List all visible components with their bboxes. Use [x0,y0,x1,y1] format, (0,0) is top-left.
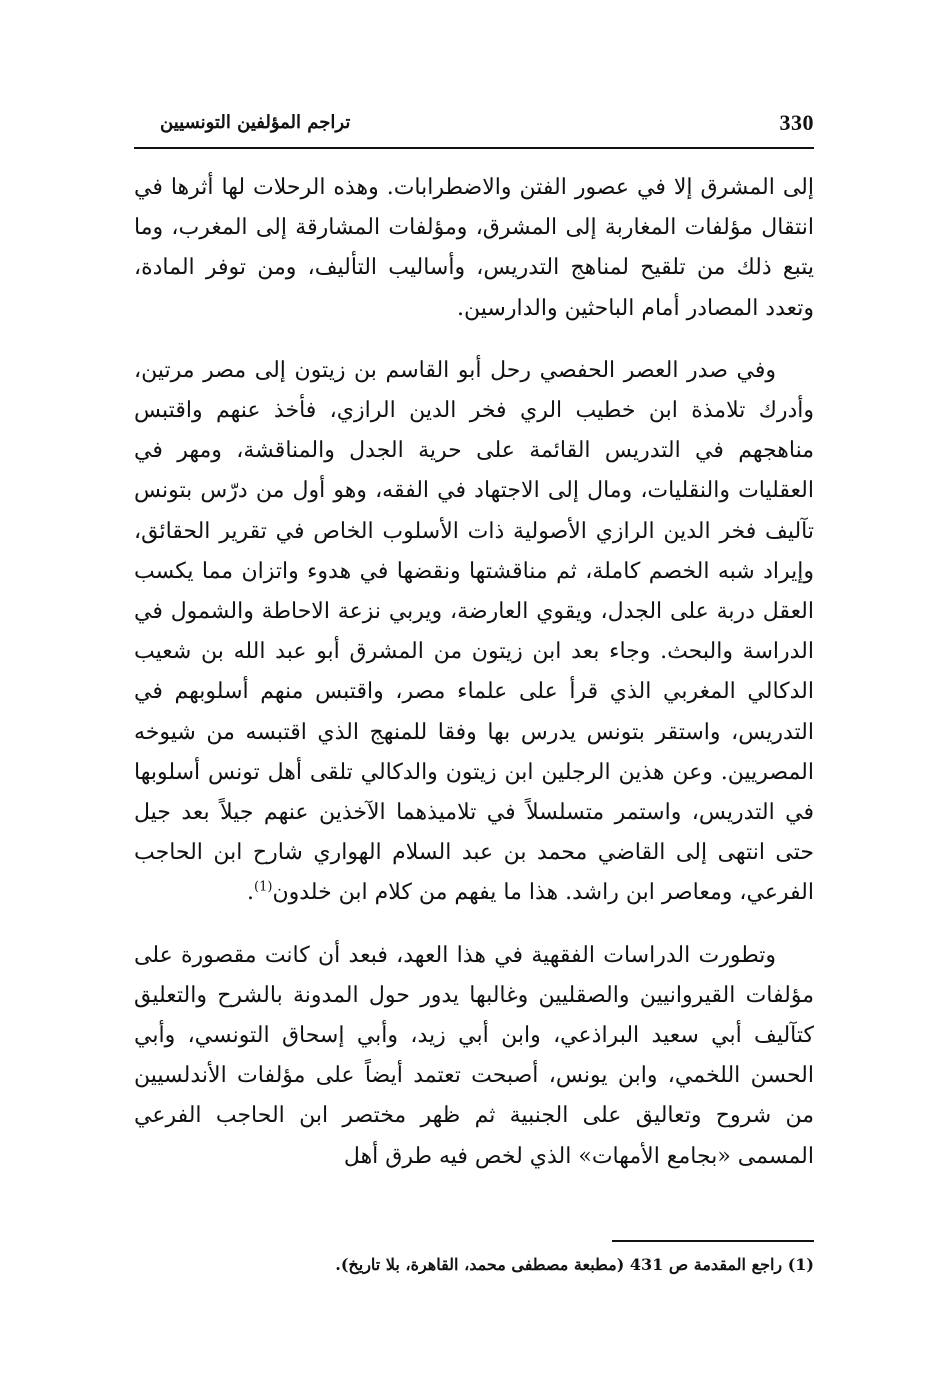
paragraph-2 [134,351,814,914]
footnote [134,1252,814,1278]
footnote-rule [612,1240,814,1242]
page-header [134,108,814,144]
footnote-marker[interactable]: (1) [254,880,273,896]
running-title: تراجم المؤلفين التونسيين [160,112,351,133]
paragraph-2-text: وفي صدر العصر الحفصي رحل أبو القاسم بن زيتون إلى مصر مرتين، وأدرك تلامذة ابن خطيب الري فخر الدين الرازي، فأخذ عنهم واقتبس مناهجهم في التدريس القائمة على حرية الجدل والمناقشة، ومهر في العقليات والنقليات، ومال إلى الاجتهاد في الفقه، وهو أول من درّس بتونس تآليف فخر الدين الرازي الأصولية ذات الأسلوب الخاص في تقرير الحقائق، وإيراد شبه الخصم كاملة، ثم مناقشتها ونقضها في هدوء واتزان مما يكسب العقل دربة على الجدل، ويقوي العارضة، ويربي نزعة الاحاطة والشمول في الدراسة والبحث. وجاء بعد ابن زيتون من المشرق أبو عبد الله بن شعيب الدكالي المغربي الذي قرأ على علماء مصر، واقتبس منهم أسلوبهم في التدريس، واستقر بتونس يدرس بها وفقا للمنهج الذي اقتبسه من شيوخه المصريين. وعن هذين الرجلين ابن زيتون والدكالي تلقى أهل تونس أسلوبها في التدريس، واستمر متسلسلاً في تلاميذهما الآخذين عنهم جيلاً بعد جيل حتى انتهى إلى القاضي محمد بن عبد السلام الهواري شارح ابن الحاجب الفرعي، ومعاصر ابن راشد. هذا ما يفهم من كلام ابن خلدون [134,357,814,906]
header-rule [134,147,814,149]
footnote-text: (1) راجع المقدمة ص 431 (مطبعة مصطفى محمد، القاهرة، بلا تاريخ). [335,1255,814,1274]
paragraph-2-tail: . [247,880,255,906]
paragraph-3 [134,936,814,1177]
body-text [134,168,814,1177]
page-number: 330 [779,110,814,135]
paragraph-1-text: إلى المشرق إلا في عصور الفتن والاضطرابات. وهذه الرحلات لها أثرها في انتقال مؤلفات المغاربة إلى المشرق، ومؤلفات المشارقة إلى المغرب، وما يتبع ذلك من تلقيح لمناهج التدريس، وأساليب التأليف، ومن توفر المادة، وتعدد المصادر أمام الباحثين والدارسين. [134,175,814,321]
paragraph-1 [134,168,814,329]
paragraph-3-text: وتطورت الدراسات الفقهية في هذا العهد، فبعد أن كانت مقصورة على مؤلفات القيروانيين والصقليين وغالبها يدور حول المدونة بالشرح والتعليق كتآليف أبي سعيد البراذعي، وابن أبي زيد، وأبي إسحاق التونسي، وأبي الحسن اللخمي، وابن يونس، أصبحت تعتمد أيضاً على مؤلفات الأندلسيين من شروح وتعاليق على الجنبية ثم ظهر مختصر ابن الحاجب الفرعي المسمى «بجامع الأمهات» الذي لخص فيه طرق أهل [134,942,814,1169]
